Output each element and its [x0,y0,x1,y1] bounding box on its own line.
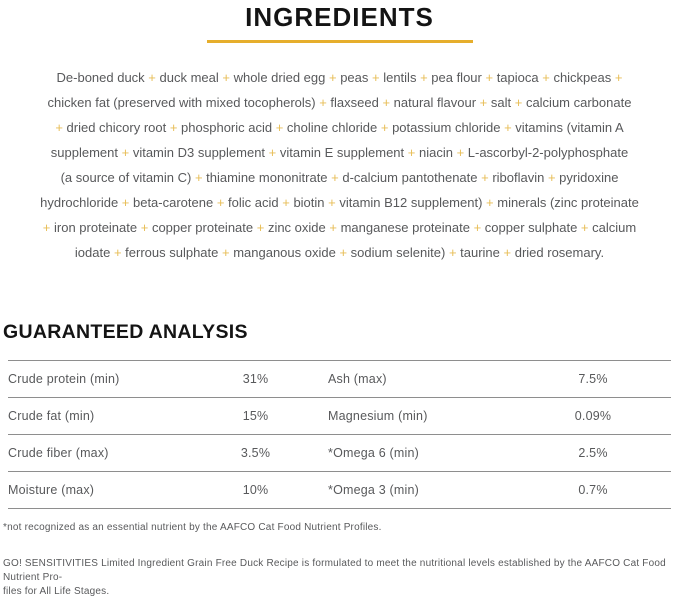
ingredients-paragraph [0,65,679,265]
guaranteed-analysis-table [0,360,679,509]
plus-separator: + [504,120,512,135]
plus-separator: + [113,245,122,260]
plus-separator: + [382,95,391,110]
aafco-footnote: *not recognized as an essential nutrient by the AAFCO Cat Food Nutrient Profiles. [3,522,382,533]
plus-separator: + [121,195,130,210]
plus-separator: + [222,70,230,85]
plus-separator: + [580,220,589,235]
plus-separator: + [514,95,523,110]
analysis-label-left: Crude protein (min) [8,372,120,386]
analysis-label-right: *Omega 6 (min) [328,446,420,460]
guaranteed-analysis-title: GUARANTEED ANALYSIS [3,321,248,343]
analysis-row [8,434,671,471]
plus-separator: + [503,245,512,260]
plus-separator: + [55,120,63,135]
plus-separator: + [614,70,623,85]
plus-separator: + [256,220,265,235]
plus-separator: + [547,170,556,185]
plus-separator: + [380,120,389,135]
plus-separator: + [331,170,339,185]
ingredient-line: + iron proteinate + copper proteinate + zinc oxide + manganese proteinate + copper sulphate + calcium [42,220,637,235]
analysis-value-right: 0.7% [578,483,608,497]
formulation-statement [3,557,679,599]
analysis-label-right: Ash (max) [328,372,387,386]
ingredient-line: supplement + vitamin D3 supplement + vitamin E supplement + niacin + L-ascorbyl-2-polyphosphate [50,145,629,160]
plus-separator: + [372,70,380,85]
plus-separator: + [486,195,494,210]
plus-separator: + [420,70,428,85]
plus-separator: + [140,220,149,235]
formulation-statement-line1: GO! SENSITIVITIES Limited Ingredient Grain Free Duck Recipe is formulated to meet the nutritional levels established by the AAFCO Cat Food Nutrient Pro- [3,558,666,583]
ingredient-line: De-boned duck + duck meal + whole dried egg + peas + lentils + pea flour + tapioca + chickpeas + [56,70,623,85]
plus-separator: + [339,245,348,260]
plus-separator: + [329,220,337,235]
plus-separator: + [485,70,494,85]
plus-separator: + [473,220,482,235]
plus-separator: + [222,245,230,260]
plus-separator: + [121,145,130,160]
plus-separator: + [194,170,203,185]
plus-separator: + [268,145,277,160]
plus-separator: + [328,195,336,210]
analysis-value-left: 31% [242,372,269,386]
analysis-value-right: 7.5% [578,372,608,386]
ingredient-line: hydrochloride + beta-carotene + folic acid + biotin + vitamin B12 supplement) + minerals (zinc proteinate [40,195,639,210]
analysis-value-left: 3.5% [240,446,271,460]
plus-separator: + [275,120,284,135]
plus-separator: + [448,245,457,260]
analysis-label-left: Crude fat (min) [8,409,95,423]
analysis-label-right: Magnesium (min) [328,409,428,423]
analysis-value-left: 15% [242,409,269,423]
plus-separator: + [42,220,51,235]
plus-separator: + [148,70,156,85]
ingredient-line: iodate + ferrous sulphate + manganous oxide + sodium selenite) + taurine + dried rosemary. [74,245,605,260]
analysis-value-right: 2.5% [578,446,608,460]
plus-separator: + [216,195,225,210]
plus-separator: + [481,170,489,185]
ingredient-line: (a source of vitamin C) + thiamine mononitrate + d-calcium pantothenate + riboflavin + pyridoxine [60,170,619,185]
plus-separator: + [407,145,416,160]
plus-separator: + [169,120,178,135]
analysis-label-left: Moisture (max) [8,483,95,497]
ingredients-title: INGREDIENTS [245,2,434,32]
plus-separator: + [282,195,290,210]
analysis-value-left: 10% [242,483,269,497]
ingredient-line: + dried chicory root + phosphoric acid + choline chloride + potassium chloride + vitamins (vitamin A [55,120,624,135]
plus-separator: + [328,70,337,85]
analysis-row [8,397,671,434]
plus-separator: + [542,70,550,85]
analysis-label-right: *Omega 3 (min) [328,483,420,497]
plus-separator: + [319,95,327,110]
analysis-value-right: 0.09% [574,409,612,423]
gold-divider [207,40,473,43]
ingredient-line: chicken fat (preserved with mixed tocopherols) + flaxseed + natural flavour + salt + calcium carbonate [47,95,632,110]
analysis-row [8,471,671,509]
formulation-statement-line2: files for All Life Stages. [3,586,110,597]
analysis-row [8,360,671,397]
analysis-label-left: Crude fiber (max) [8,446,109,460]
plus-separator: + [456,145,465,160]
plus-separator: + [479,95,488,110]
